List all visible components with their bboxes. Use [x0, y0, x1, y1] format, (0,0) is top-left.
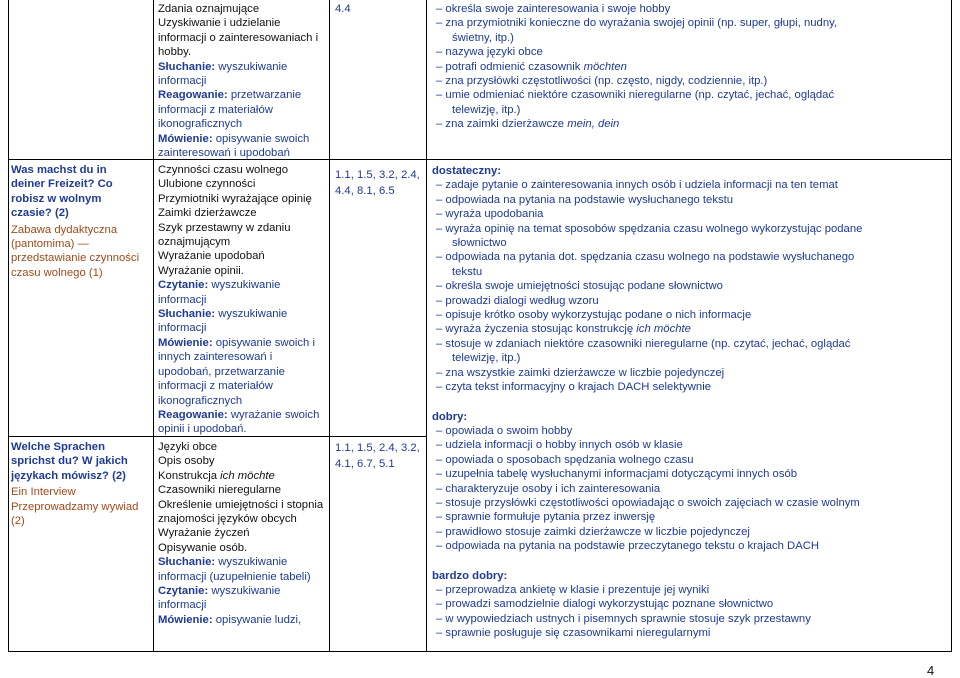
requirement-item: – opowiada o sposobach spędzania wolnego czasu: [436, 453, 694, 466]
requirement-item: – nazywa języki obce: [436, 46, 543, 59]
lesson-heading: Was machst du in deiner Freizeit? Co robisz w wolnym czasie? (2): [11, 164, 113, 220]
content-line: Określenie umiejętności i stopnia znajomości języków obcych: [158, 498, 324, 526]
content-line: Uzyskiwanie i udzielanie informacji o zainteresowaniach i hobby.: [158, 17, 319, 59]
requirement-item: – w wypowiedziach ustnych i pisemnych sprawnie stosuje szyk przestawny: [436, 612, 811, 625]
skill-line: Mówienie: opisywanie swoich zainteresowań i upodobań: [158, 132, 310, 160]
requirement-item: – sprawnie posługuje się czasownikami nieregularnymi: [436, 627, 711, 640]
skill-line: Słuchanie: wyszukiwanie informacji: [158, 308, 288, 335]
reference-codes: 4.4: [335, 3, 351, 15]
requirement-item: – sprawnie formułuje pytania przez inwersję: [436, 511, 656, 524]
requirement-item: – prawidłowo stosuje zaimki dzierżawcze w liczbie pojedynczej: [436, 525, 750, 538]
requirement-item: – odpowiada na pytania na podstawie przeczytanego tekstu o krajach DACH: [436, 540, 820, 553]
requirement-item: – określa swoje umiejętności stosując podane słownictwo: [436, 280, 723, 293]
requirements-cell-grades: [432, 164, 872, 641]
requirement-item: – zna wszystkie zaimki dzierżawcze w liczbie pojedynczej: [436, 366, 725, 379]
content-line: Opisywanie osób.: [158, 541, 248, 554]
content-line: Konstrukcja ich möchte: [158, 469, 275, 482]
requirement-item: – potrafi odmienić czasownik möchten: [436, 60, 627, 73]
requirement-item: – zna przymiotniki konieczne do wyrażania swojej opinii (np. super, głupi, nudny, świetny, itp.): [436, 17, 838, 44]
reference-codes: 1.1, 1.5, 2.4, 3.2, 4.1, 6.7, 5.1: [335, 442, 420, 470]
lesson-topic: Ein Interview Przeprowadzamy wywiad (2): [11, 486, 139, 528]
skill-line: Mówienie: opisywanie swoich i innych zainteresowań i upodobań, przetwarzanie informacji z materiałów ikonograficznych: [158, 336, 315, 407]
content-cell-bottom: [158, 440, 324, 627]
content-line: Szyk przestawny w zdaniu oznajmującym: [158, 221, 291, 249]
content-line: Wyrażanie opinii.: [158, 264, 244, 277]
content-line: Ulubione czynności: [158, 178, 256, 191]
grade-heading: dostateczny:: [432, 165, 502, 177]
requirement-item: – stosuje przysłówki częstotliwości opowiadając o swoich zajęciach w czasie wolnym: [436, 496, 860, 509]
content-cell-top: [158, 2, 324, 160]
requirement-item: – wyraża opinię na temat sposobów spędzania czasu wolnego wykorzystując podane słownictwo: [436, 222, 863, 250]
requirement-item: – określa swoje zainteresowania i swoje hobby: [436, 3, 671, 15]
content-line: Zdania oznajmujące: [158, 3, 260, 15]
column-divider-2: [329, 0, 330, 652]
unit-title-cell: [11, 440, 149, 528]
requirement-item: – zadaje pytanie o zainteresowania innych osób i udziela informacji na ten temat: [436, 179, 838, 192]
requirement-item: – opowiada o swoim hobby: [436, 424, 573, 437]
content-line: Zaimki dzierżawcze: [158, 207, 257, 220]
requirement-item: – prowadzi dialogi według wzoru: [436, 294, 599, 307]
row-divider: [8, 159, 952, 160]
requirement-item: – odpowiada na pytania na podstawie wysłuchanego tekstu: [436, 193, 734, 206]
content-line: Języki obce: [158, 441, 218, 453]
curriculum-reference: [335, 440, 423, 472]
column-divider-3: [426, 0, 427, 652]
requirement-item: – uzupełnia tabelę wysłuchanymi informacjami dotyczącymi innych osób: [436, 468, 798, 481]
grade-heading: dobry:: [432, 410, 468, 423]
requirement-item: – prowadzi samodzielnie dialogi wykorzystując poznane słownictwo: [436, 598, 774, 611]
lesson-topic: Zabawa dydaktyczna (pantomima) — przedstawianie czynności czasu wolnego (1): [11, 223, 140, 279]
content-line: Wyrażanie upodobań: [158, 250, 265, 263]
row-divider: [329, 436, 427, 437]
content-line: Opis osoby: [158, 455, 215, 468]
page-number: 4: [927, 663, 935, 678]
table-left-border: [8, 0, 9, 652]
skill-line: Reagowanie: wyrażanie swoich opinii i upodobań.: [158, 408, 320, 436]
content-line: Wyrażanie życzeń: [158, 527, 250, 540]
curriculum-reference: [335, 167, 423, 199]
requirement-item: – wyraża upodobania: [436, 208, 544, 221]
reference-codes: 1.1, 1.5, 3.2, 2.4, 4.4, 8.1, 6.5: [335, 169, 420, 197]
requirement-item: – czyta tekst informacyjny o krajach DACH selektywnie: [436, 381, 711, 394]
skill-line: Reagowanie: przetwarzanie informacji z materiałów ikonograficznych: [158, 89, 302, 131]
lesson-heading: Welche Sprachen sprichst du? W jakich językach mówisz? (2): [11, 441, 128, 482]
content-line: Czasowniki nieregularne: [158, 484, 282, 497]
skill-line: Słuchanie: wyszukiwanie informacji (uzupełnienie tabeli): [158, 556, 311, 583]
skill-line: Czytanie: wyszukiwanie informacji: [158, 585, 281, 612]
requirement-item: – udziela informacji o hobby innych osób w klasie: [436, 439, 683, 452]
skill-line: Słuchanie: wyszukiwanie informacji: [158, 60, 288, 88]
requirement-item: – zna zaimki dzierżawcze mein, dein: [436, 118, 620, 131]
skill-line: Czytanie: wyszukiwanie informacji: [158, 279, 281, 306]
table-bottom-border: [8, 651, 952, 652]
requirements-cell-top: [432, 2, 876, 132]
requirement-item: – opisuje krótko osoby wykorzystując podane o nich informacje: [436, 309, 752, 322]
requirement-item: – wyraża życzenia stosując konstrukcję ich möchte: [436, 323, 691, 336]
unit-title-cell: [11, 163, 149, 280]
content-cell-middle: [158, 163, 324, 437]
requirement-item: – odpowiada na pytania dot. spędzania czasu wolnego na podstawie wysłuchanego tekstu: [436, 251, 855, 278]
curriculum-reference: [335, 2, 423, 16]
skill-line: Mówienie: opisywanie ludzi,: [158, 613, 302, 626]
column-divider-1: [153, 0, 154, 652]
content-line: Czynności czasu wolnego: [158, 164, 288, 176]
requirement-item: – przeprowadza ankietę w klasie i prezentuje jej wyniki: [436, 583, 710, 596]
grade-heading: bardzo dobry:: [432, 569, 508, 582]
requirement-item: – charakteryzuje osoby i ich zainteresowania: [436, 482, 661, 495]
requirement-item: – stosuje w zdaniach niektóre czasowniki nieregularne (np. czytać, jechać, oglądać telewizję, itp.): [436, 337, 851, 365]
content-line: Przymiotniki wyrażające opinię: [158, 192, 312, 205]
table-right-border: [951, 0, 952, 652]
requirement-item: – umie odmieniać niektóre czasowniki nieregularne (np. czytać, jechać, oglądać telewizję, itp.): [436, 89, 835, 116]
requirement-item: – zna przysłówki częstotliwości (np. często, nigdy, codziennie, itp.): [436, 75, 768, 88]
